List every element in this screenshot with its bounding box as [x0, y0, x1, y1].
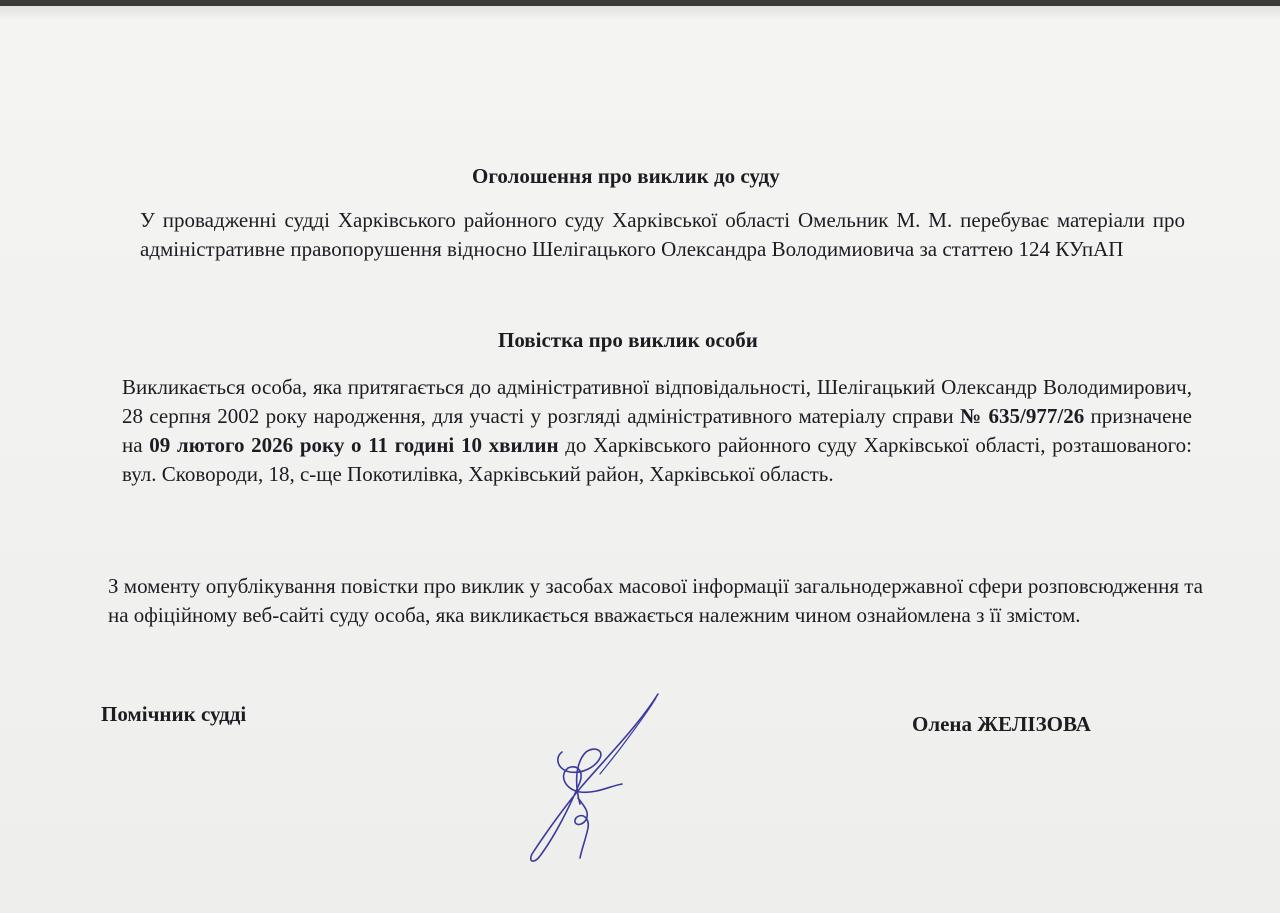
summons-text-2: призначене на	[122, 404, 1192, 457]
notice-body: З моменту опублікування повістки про виклик у засобах масової інформації загальнодержавної сфери розповсюдження та на офіційному веб-сайті суду особа, яка викликається вважається належним чином ознайомлена з її змістом.	[108, 574, 1203, 627]
announcement-title: Оголошення про виклик до суду	[472, 164, 780, 188]
summons-text-3: до Харківського районного суду Харківської області, розташованого: вул. Сковороди, 18, с-ще Покотилівка, Харківський район, Харківської область.	[122, 433, 1192, 486]
signature-stroke-main	[531, 694, 658, 861]
signature-stroke-hook	[575, 798, 588, 858]
handwritten-signature	[510, 686, 680, 871]
case-number: № 635/977/26	[959, 404, 1085, 428]
summons-title: Повістка про виклик особи	[498, 328, 758, 352]
signature-stroke-loop	[558, 749, 601, 804]
signatory-position: Помічник судді	[101, 702, 247, 726]
summons-body	[122, 373, 1192, 489]
hearing-datetime: 09 лютого 2026 року о 11 годині 10 хвилин	[149, 433, 559, 457]
signatory-name: Олена ЖЕЛІЗОВА	[912, 712, 1091, 736]
announcement-body: У провадженні судді Харківського районного суду Харківської області Омельник М. М. перебуває матеріали про адміністративне правопорушення відносно Шелігацького Олександра Володимиовича за статтею 124 КУпАП	[140, 208, 1185, 261]
document-page	[0, 6, 1280, 913]
summons-text-1: Викликається особа, яка притягається до адміністративної відповідальності, Шелігацький Олександр Володимирович, 28 серпня 2002 року народження, для участі у розгляді адміністративного матеріалу справи	[122, 375, 1192, 428]
